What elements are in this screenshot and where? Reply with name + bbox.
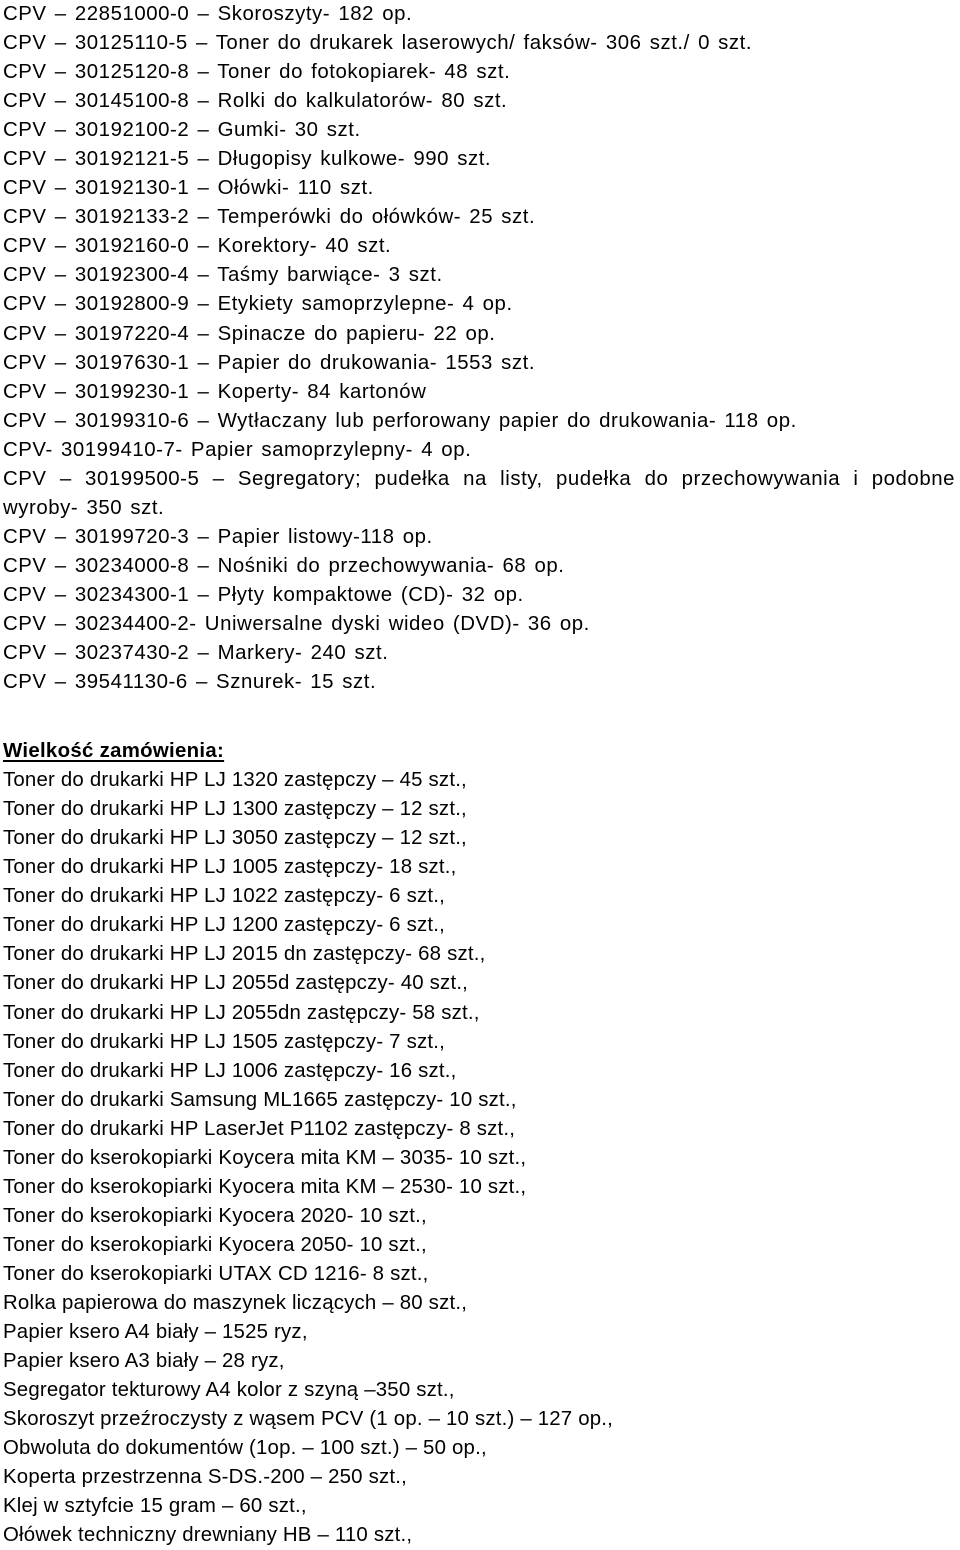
cpv-item: CPV – 30192121-5 – Długopisy kulkowe- 990 szt. <box>3 148 492 171</box>
cpv-item: CPV – 30197220-4 – Spinacze do papieru- 22 op. <box>3 322 496 345</box>
cpv-item: CPV- 30199410-7- Papier samoprzylepny- 4 op. <box>3 438 472 461</box>
cpv-item: CPV – 30125120-8 – Toner do fotokopiarek- 48 szt. <box>3 61 511 84</box>
order-item: Koperta przestrzenna S-DS.-200 – 250 szt., <box>3 1466 407 1489</box>
cpv-item: CPV – 30199500-5 – Segregatory; pudełka na listy, pudełka do przechowywania i podobne wyroby- 350 szt. <box>3 467 955 519</box>
order-item: Toner do kserokopiarki Kyocera mita KM – 2530- 10 szt., <box>3 1175 527 1198</box>
order-item: Toner do drukarki HP LaserJet P1102 zastępczy- 8 szt., <box>3 1117 516 1140</box>
order-item: Toner do kserokopiarki Kyocera 2020- 10 szt., <box>3 1204 427 1227</box>
cpv-item: CPV – 30192160-0 – Korektory- 40 szt. <box>3 235 392 258</box>
cpv-item: CPV – 30192133-2 – Temperówki do ołówków- 25 szt. <box>3 206 536 229</box>
order-item: Toner do drukarki HP LJ 1505 zastępczy- 7 szt., <box>3 1030 445 1053</box>
order-item: Toner do drukarki HP LJ 1300 zastępczy – 12 szt., <box>3 798 467 821</box>
cpv-item: CPV – 39541130-6 – Sznurek- 15 szt. <box>3 671 377 694</box>
order-item: Papier ksero A4 biały – 1525 ryz, <box>3 1321 308 1344</box>
cpv-item: CPV – 30234300-1 – Płyty kompaktowe (CD)- 32 op. <box>3 583 524 606</box>
order-item: Ołówek techniczny drewniany HB – 110 szt., <box>3 1524 413 1547</box>
cpv-item: CPV – 30125110-5 – Toner do drukarek laserowych/ faksów- 306 szt./ 0 szt. <box>3 32 753 55</box>
cpv-item: CPV – 30197630-1 – Papier do drukowania- 1553 szt. <box>3 351 536 374</box>
cpv-item: CPV – 30192300-4 – Taśmy barwiące- 3 szt. <box>3 264 443 287</box>
order-item: Obwoluta do dokumentów (1op. – 100 szt.) – 50 op., <box>3 1437 487 1460</box>
order-item: Toner do kserokopiarki UTAX CD 1216- 8 szt., <box>3 1262 429 1285</box>
cpv-item: CPV – 22851000-0 – Skoroszyty- 182 op. <box>3 3 413 25</box>
cpv-list <box>3 0 955 697</box>
order-section <box>3 737 955 1550</box>
order-section-title: Wielkość zamówienia: <box>3 740 225 763</box>
order-item: Toner do drukarki HP LJ 1320 zastępczy – 45 szt., <box>3 769 467 792</box>
order-item: Toner do drukarki HP LJ 1005 zastępczy- 18 szt., <box>3 856 457 879</box>
order-item: Toner do drukarki HP LJ 3050 zastępczy – 12 szt., <box>3 827 467 850</box>
cpv-item: CPV – 30192100-2 – Gumki- 30 szt. <box>3 119 361 142</box>
order-item: Toner do drukarki HP LJ 1022 zastępczy- 6 szt., <box>3 885 445 908</box>
section-spacer <box>3 697 955 737</box>
order-item: Klej w sztyfcie 15 gram – 60 szt., <box>3 1495 307 1518</box>
order-item: Toner do drukarki HP LJ 2055d zastępczy- 40 szt., <box>3 972 469 995</box>
order-item: Toner do kserokopiarki Kyocera 2050- 10 szt., <box>3 1233 427 1256</box>
cpv-item: CPV – 30237430-2 – Markery- 240 szt. <box>3 642 389 665</box>
cpv-item: CPV – 30192800-9 – Etykiety samoprzylepne- 4 op. <box>3 293 513 316</box>
order-item: Skoroszyt przeźroczysty z wąsem PCV (1 op. – 10 szt.) – 127 op., <box>3 1408 614 1431</box>
cpv-item: CPV – 30145100-8 – Rolki do kalkulatorów- 80 szt. <box>3 90 508 113</box>
order-item: Rolka papierowa do maszynek liczących – 80 szt., <box>3 1291 468 1314</box>
order-item: Toner do drukarki HP LJ 1006 zastępczy- 16 szt., <box>3 1059 457 1082</box>
order-item: Segregator tekturowy A4 kolor z szyną –350 szt., <box>3 1379 455 1402</box>
document-page <box>3 0 955 1550</box>
order-item: Toner do drukarki HP LJ 1200 zastępczy- 6 szt., <box>3 914 445 937</box>
cpv-item: CPV – 30192130-1 – Ołówki- 110 szt. <box>3 177 374 200</box>
order-item: Toner do drukarki HP LJ 2055dn zastępczy- 58 szt., <box>3 1001 480 1024</box>
order-item: Toner do kserokopiarki Koycera mita KM – 3035- 10 szt., <box>3 1146 527 1169</box>
cpv-item: CPV – 30199720-3 – Papier listowy-118 op. <box>3 525 433 548</box>
order-item: Toner do drukarki Samsung ML1665 zastępczy- 10 szt., <box>3 1088 517 1111</box>
cpv-item: CPV – 30234000-8 – Nośniki do przechowywania- 68 op. <box>3 554 565 577</box>
cpv-item: CPV – 30199230-1 – Koperty- 84 kartonów <box>3 380 427 403</box>
order-item: Toner do drukarki HP LJ 2015 dn zastępczy- 68 szt., <box>3 943 486 966</box>
order-item: Papier ksero A3 biały – 28 ryz, <box>3 1350 285 1373</box>
cpv-item: CPV – 30234400-2- Uniwersalne dyski wideo (DVD)- 36 op. <box>3 612 590 635</box>
cpv-item: CPV – 30199310-6 – Wytłaczany lub perforowany papier do drukowania- 118 op. <box>3 409 797 432</box>
